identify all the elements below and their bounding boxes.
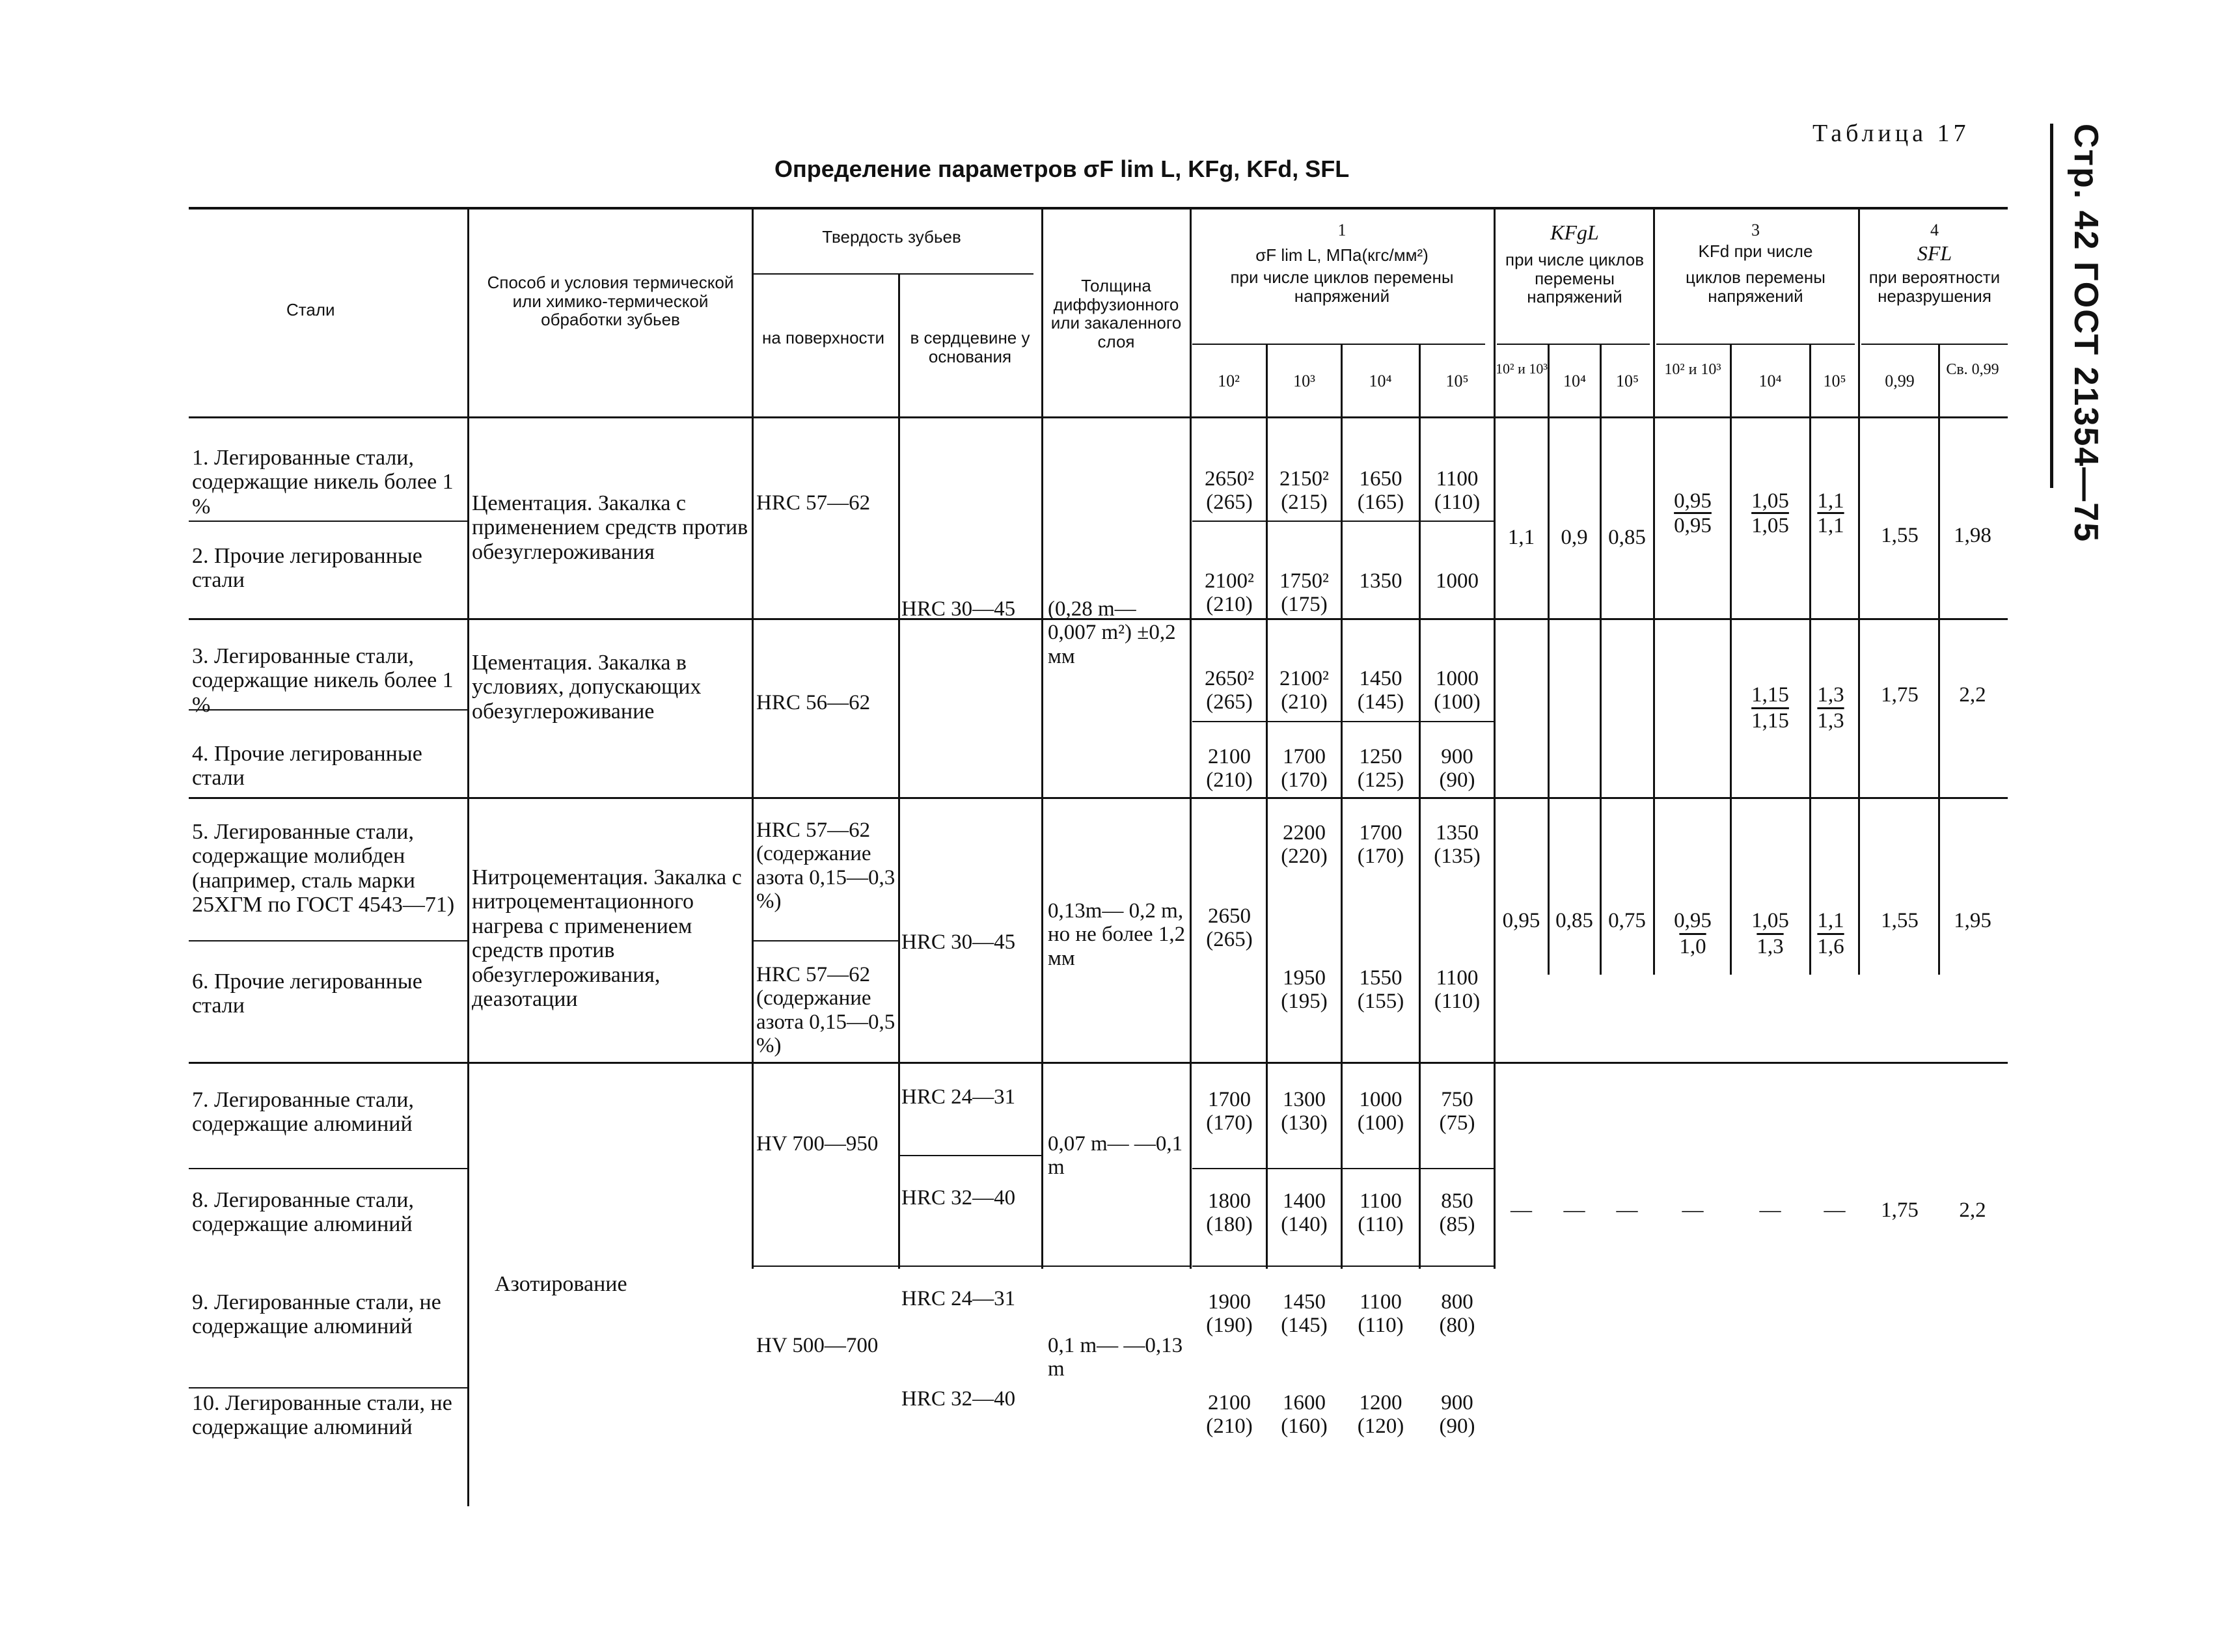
surface-g1: HRC 57—62 <box>756 491 871 515</box>
steel-6: 6. Прочие легированные стали <box>192 969 422 1018</box>
col-divider-surface <box>898 273 900 1269</box>
steel-10: 10. Легированные стали, не содержащие алюминий <box>192 1391 452 1440</box>
sigma-r4-c3: 1700 (170) <box>1281 745 1328 792</box>
surface-row9-rule <box>754 1266 898 1267</box>
steel-8: 8. Легированные стали, содержащие алюминий <box>192 1188 414 1237</box>
header-kfg-sub: при числе циклов перемены напряжений <box>1505 250 1645 307</box>
sigma-r3-c5: 1000 (100) <box>1434 667 1481 714</box>
treatment-3: Нитроцементация. Закалка с нитроцементационного нагрева с применением средств против обезуглероживания, деазотации <box>472 865 742 1011</box>
kfd-g2-4-bot: 1,15 <box>1751 709 1789 733</box>
thick-r910: 0,1 m— —0,13 m <box>1048 1334 1183 1381</box>
core-r9: HRC 24—31 <box>901 1287 1016 1310</box>
table-label: Таблица 17 <box>1812 120 1970 147</box>
header-hardness-surface: на поверхности <box>762 328 884 347</box>
p-099b: Св. 0,99 <box>1946 361 1999 378</box>
side-label: Стр. 42 ГОСТ 21354—75 <box>2067 124 2105 543</box>
sigma-r8-c3: 1400 (140) <box>1281 1189 1328 1237</box>
col-divider-s3 <box>1341 344 1343 1269</box>
kfd-g3-4-top: 1,05 <box>1751 909 1789 932</box>
col-divider-steel <box>467 208 469 1506</box>
sigma-r9-c4: 1100 (110) <box>1358 1290 1404 1338</box>
header-thickness: Толщина диффузионного или закаленного слоя <box>1050 276 1182 351</box>
kfg-g3-23: 0,95 <box>1502 909 1540 932</box>
sigma-r2-c4: 1350 <box>1359 569 1402 593</box>
sigma-r8-c2: 1800 (180) <box>1206 1189 1253 1237</box>
sigma-r8-c4: 1100 (110) <box>1358 1189 1404 1237</box>
col-divider-d1 <box>1730 344 1732 975</box>
kfd-g1-23-top: 0,95 <box>1674 489 1712 513</box>
sigma-r6-c4: 1550 (155) <box>1357 966 1404 1014</box>
sfl-g4-099: 1,75 <box>1881 1198 1919 1222</box>
sigma-r7-c3: 1300 (130) <box>1281 1088 1328 1135</box>
core-row7-rule <box>900 1155 1041 1156</box>
header-top-rule <box>189 207 2008 210</box>
steel-9: 9. Легированные стали, не содержащие алюминий <box>192 1290 441 1339</box>
kfd-rule <box>1656 344 1855 345</box>
header-sigma-num: 1 <box>1337 221 1347 239</box>
kfg-10-5: 10⁵ <box>1615 372 1639 390</box>
kfd-g1-5-bot: 1,1 <box>1817 514 1844 537</box>
treatment-1: Цементация. Закалка с применением средств против обезуглероживания <box>472 491 748 564</box>
header-kfd-sub: циклов перемены напряжений <box>1686 267 1826 306</box>
sigma-r3-c2: 2650² (265) <box>1205 667 1254 714</box>
header-sfl-sub: при вероятности неразрушения <box>1868 267 2001 306</box>
sigma-row1-rule <box>1192 521 1494 522</box>
sigma-r3-c4: 1450 (145) <box>1357 667 1404 714</box>
sfl-g1-099b: 1,98 <box>1954 524 1991 547</box>
sigma-r1-c3: 2150² (215) <box>1279 467 1329 515</box>
steel-5: 5. Легированные стали, содержащие молибден (например, сталь марки 25ХГМ по ГОСТ 4543—71) <box>192 820 455 917</box>
kfg-g1-4: 0,9 <box>1561 526 1588 549</box>
kfg-g4-4: — <box>1563 1198 1585 1222</box>
sigma-r1-c5: 1100 (110) <box>1434 467 1481 515</box>
sfl-g2-099b: 2,2 <box>1959 683 1986 707</box>
sfl-g3-099: 1,55 <box>1881 909 1919 932</box>
col-divider-treatment <box>752 208 754 1269</box>
col-divider-p1 <box>1938 344 1940 975</box>
sigma-r5-c2: 2650 (265) <box>1206 904 1253 952</box>
sigma-r4-c2: 2100 (210) <box>1206 745 1253 792</box>
sigma-r2-c3: 1750² (175) <box>1279 569 1329 617</box>
kfd-g3-23-bot: 1,0 <box>1679 935 1706 958</box>
sigma-r10-c5: 900 (90) <box>1439 1391 1475 1439</box>
sigma-r4-c5: 900 (90) <box>1439 745 1475 792</box>
sigma-r6-c5: 1100 (110) <box>1434 966 1481 1014</box>
core-r7: HRC 24—31 <box>901 1085 1016 1109</box>
kfg-g3-5: 0,75 <box>1608 909 1646 932</box>
sigma-r1-c4: 1650 (165) <box>1357 467 1404 515</box>
core-r10: HRC 32—40 <box>901 1387 1016 1411</box>
sigma-r3-c3: 2100² (210) <box>1279 667 1329 714</box>
steel-3: 3. Легированные стали, содержащие никель более 1 % <box>192 644 454 717</box>
surface-row5-rule <box>754 940 898 941</box>
sigma-r9-c5: 800 (80) <box>1439 1290 1475 1338</box>
kfd-10-23: 10² и 10³ <box>1664 361 1721 378</box>
steel-7: 7. Легированные стали, содержащие алюминий <box>192 1088 414 1137</box>
treatment-4: Азотирование <box>495 1272 627 1296</box>
sfl-g2-099: 1,75 <box>1881 683 1919 707</box>
thick-g3: 0,13m— 0,2 m, но не более 1,2 мм <box>1048 899 1186 970</box>
group2-rule <box>189 797 2008 799</box>
kfg-rule <box>1497 344 1650 345</box>
surface-r78: HV 700—950 <box>756 1132 879 1156</box>
sigma-r9-c3: 1450 (145) <box>1281 1290 1328 1338</box>
sfl-g3-099b: 1,95 <box>1954 909 1991 932</box>
thick-r78: 0,07 m— —0,1 m <box>1048 1132 1183 1180</box>
header-kfd-num: 3 <box>1751 221 1760 239</box>
surface-r6: HRC 57—62 (содержание азота 0,15—0,5 %) <box>756 963 896 1057</box>
header-treatment: Способ и условия термической или химико-термической обработки зубьев <box>487 273 734 330</box>
kfd-g3-5-bot: 1,6 <box>1817 935 1844 958</box>
kfd-g1-23-bot: 0,95 <box>1674 514 1712 537</box>
kfd-g4-5: — <box>1824 1198 1846 1222</box>
col-divider-core <box>1041 208 1043 1269</box>
surface-g2: HRC 56—62 <box>756 691 871 714</box>
kfd-g4-4: — <box>1759 1198 1781 1222</box>
table-title: Определение параметров σF lim L, KFg, KFd, SFL <box>774 156 1350 182</box>
sigma-r7-c5: 750 (75) <box>1439 1088 1475 1135</box>
header-bottom-rule <box>189 416 2008 418</box>
col-divider-thickness <box>1190 208 1192 1269</box>
header-sfl-num: 4 <box>1930 221 1939 239</box>
sigma-r8-c5: 850 (85) <box>1439 1189 1475 1237</box>
sigma-r6-c3: 1950 (195) <box>1281 966 1328 1014</box>
group3-rule <box>189 1062 2008 1064</box>
sigma-row7-rule <box>1192 1168 1494 1169</box>
sigma-r4-c4: 1250 (125) <box>1357 745 1404 792</box>
kfd-g1-4-bot: 1,05 <box>1751 514 1789 537</box>
thick-g12: (0,28 m— 0,007 m²) ±0,2 мм <box>1048 597 1176 668</box>
col-divider-s4 <box>1419 344 1421 1269</box>
kfd-g1-4-top: 1,05 <box>1751 489 1789 513</box>
sigma-r10-c4: 1200 (120) <box>1357 1391 1404 1439</box>
steel-4: 4. Прочие легированные стали <box>192 742 422 791</box>
header-sigma-sub: при числе циклов перемены напряжений <box>1230 267 1454 306</box>
kfg-g1-5: 0,85 <box>1608 526 1646 549</box>
kfd-g4-23: — <box>1682 1198 1704 1222</box>
kfd-g2-5-bot: 1,3 <box>1817 709 1844 733</box>
row5-rule <box>189 940 467 941</box>
kfg-g1-23: 1,1 <box>1507 526 1535 549</box>
core-row9-rule <box>900 1266 1041 1267</box>
kfd-10-4: 10⁴ <box>1758 372 1782 390</box>
kfd-g2-5-top: 1,3 <box>1817 683 1844 707</box>
cyc-10-2: 10² <box>1218 372 1240 390</box>
kfd-g2-4-top: 1,15 <box>1751 683 1789 707</box>
kfd-g3-5-top: 1,1 <box>1817 909 1844 932</box>
sigma-r10-c3: 1600 (160) <box>1281 1391 1328 1439</box>
kfg-g3-4: 0,85 <box>1555 909 1593 932</box>
sigma-r5-c3: 2200 (220) <box>1281 821 1328 869</box>
col-divider-k2 <box>1600 344 1602 975</box>
col-divider-d2 <box>1809 344 1811 975</box>
col-divider-s2 <box>1266 344 1268 1269</box>
kfd-g3-4-bot: 1,3 <box>1757 935 1784 958</box>
sigma-r9-c2: 1900 (190) <box>1206 1290 1253 1338</box>
sigma-r10-c2: 2100 (210) <box>1206 1391 1253 1439</box>
sfl-g1-099: 1,55 <box>1881 524 1919 547</box>
col-divider-kfg <box>1653 208 1655 975</box>
sigma-r5-c5: 1350 (135) <box>1434 821 1481 869</box>
row1-rule <box>189 521 467 522</box>
sigma-r2-c5: 1000 <box>1436 569 1479 593</box>
header-kfd-title: KFd при числе <box>1698 241 1813 261</box>
sigma-row3-rule <box>1192 721 1494 722</box>
kfg-10-4: 10⁴ <box>1563 372 1587 390</box>
col-divider-k1 <box>1548 344 1550 975</box>
core-r8: HRC 32—40 <box>901 1186 1016 1210</box>
sigma-r7-c2: 1700 (170) <box>1206 1088 1253 1135</box>
header-hardness: Твердость зубьев <box>822 227 961 247</box>
sfl-rule <box>1861 344 2008 345</box>
header-sfl-title: SFL <box>1917 241 1952 265</box>
steel-1: 1. Легированные стали, содержащие никель более 1 % <box>192 446 454 519</box>
header-hardness-core: в сердцевине у основания <box>910 328 1030 366</box>
header-sigma-title: σF lim L, МПа(кгс/мм²) <box>1255 245 1429 265</box>
core-g12: HRC 30—45 <box>901 597 1016 621</box>
sigma-row9-rule <box>1192 1266 1494 1267</box>
cyc-10-4: 10⁴ <box>1369 372 1392 390</box>
kfg-10-23: 10² и 10³ <box>1496 360 1548 377</box>
sigma-rule <box>1192 344 1485 345</box>
steel-2: 2. Прочие легированные стали <box>192 544 422 593</box>
surface-r910: HV 500—700 <box>756 1334 879 1357</box>
sigma-r2-c2: 2100² (210) <box>1205 569 1254 617</box>
header-kfg-title: KFgL <box>1550 221 1599 244</box>
kfd-10-5: 10⁵ <box>1823 372 1846 390</box>
sigma-r5-c4: 1700 (170) <box>1357 821 1404 869</box>
kfd-g3-23-top: 0,95 <box>1674 909 1712 932</box>
surface-r5: HRC 57—62 (содержание азота 0,15—0,3 %) <box>756 819 896 913</box>
thick-row9-rule <box>1043 1266 1190 1267</box>
kfd-g1-5-top: 1,1 <box>1817 489 1844 513</box>
row7-rule <box>189 1168 467 1169</box>
hardness-rule <box>754 273 1033 275</box>
kfg-g4-23: — <box>1511 1198 1532 1222</box>
core-g3: HRC 30—45 <box>901 930 1016 954</box>
cyc-10-3: 10³ <box>1293 372 1315 390</box>
col-divider-kfd <box>1858 208 1860 975</box>
kfg-g4-5: — <box>1616 1198 1638 1222</box>
treatment-2: Цементация. Закалка в условиях, допускающих обезуглероживание <box>472 651 702 724</box>
sfl-g4-099b: 2,2 <box>1959 1198 1986 1222</box>
sigma-r1-c2: 2650² (265) <box>1205 467 1254 515</box>
sigma-r7-c4: 1000 (100) <box>1357 1088 1404 1135</box>
cyc-10-5: 10⁵ <box>1445 372 1469 390</box>
header-steel: Стали <box>286 300 335 319</box>
p-099: 0,99 <box>1885 372 1915 390</box>
row9-rule <box>189 1387 467 1388</box>
